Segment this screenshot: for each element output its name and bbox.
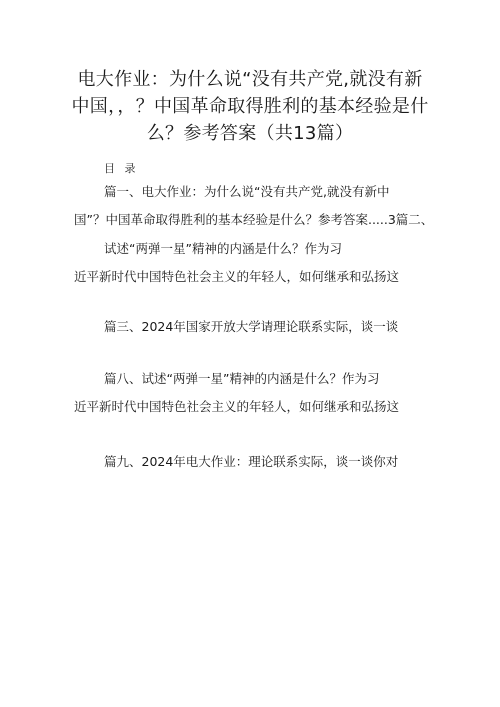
toc-entry-3: 篇三、2024年国家开放大学请理论联系实际，谈一谈 xyxy=(104,319,399,334)
toc-entry-2-line-1: 试述“两弹一星”精神的内涵是什么？作为习 xyxy=(104,241,342,256)
title-line-3: 么？参考答案（共13篇） xyxy=(146,123,354,144)
toc-entry-9: 篇九、2024年电大作业：理论联系实际，谈一谈你对 xyxy=(104,454,399,469)
title-line-1: 电大作业：为什么说“没有共产党,就没有新 xyxy=(77,69,423,90)
toc-entry-8-line-1: 篇八、试述“两弹一星”精神的内涵是什么？作为习 xyxy=(104,371,380,386)
title-line-2: 中国，，？中国革命取得胜利的基本经验是什 xyxy=(71,96,429,117)
toc-entry-2-line-2: 近平新时代中国特色社会主义的年轻人，如何继承和弘扬这 xyxy=(74,269,400,284)
toc-entry-8-line-2: 近平新时代中国特色社会主义的年轻人，如何继承和弘扬这 xyxy=(74,399,400,414)
toc-entry-1-line-2: 国”？中国革命取得胜利的基本经验是什么？参考答案.....3篇二、 xyxy=(74,212,434,227)
toc-entry-1-line-1: 篇一、电大作业：为什么说“没有共产党,就没有新中 xyxy=(104,184,390,199)
document-title xyxy=(60,66,440,147)
toc-heading: 目 录 xyxy=(104,162,139,175)
